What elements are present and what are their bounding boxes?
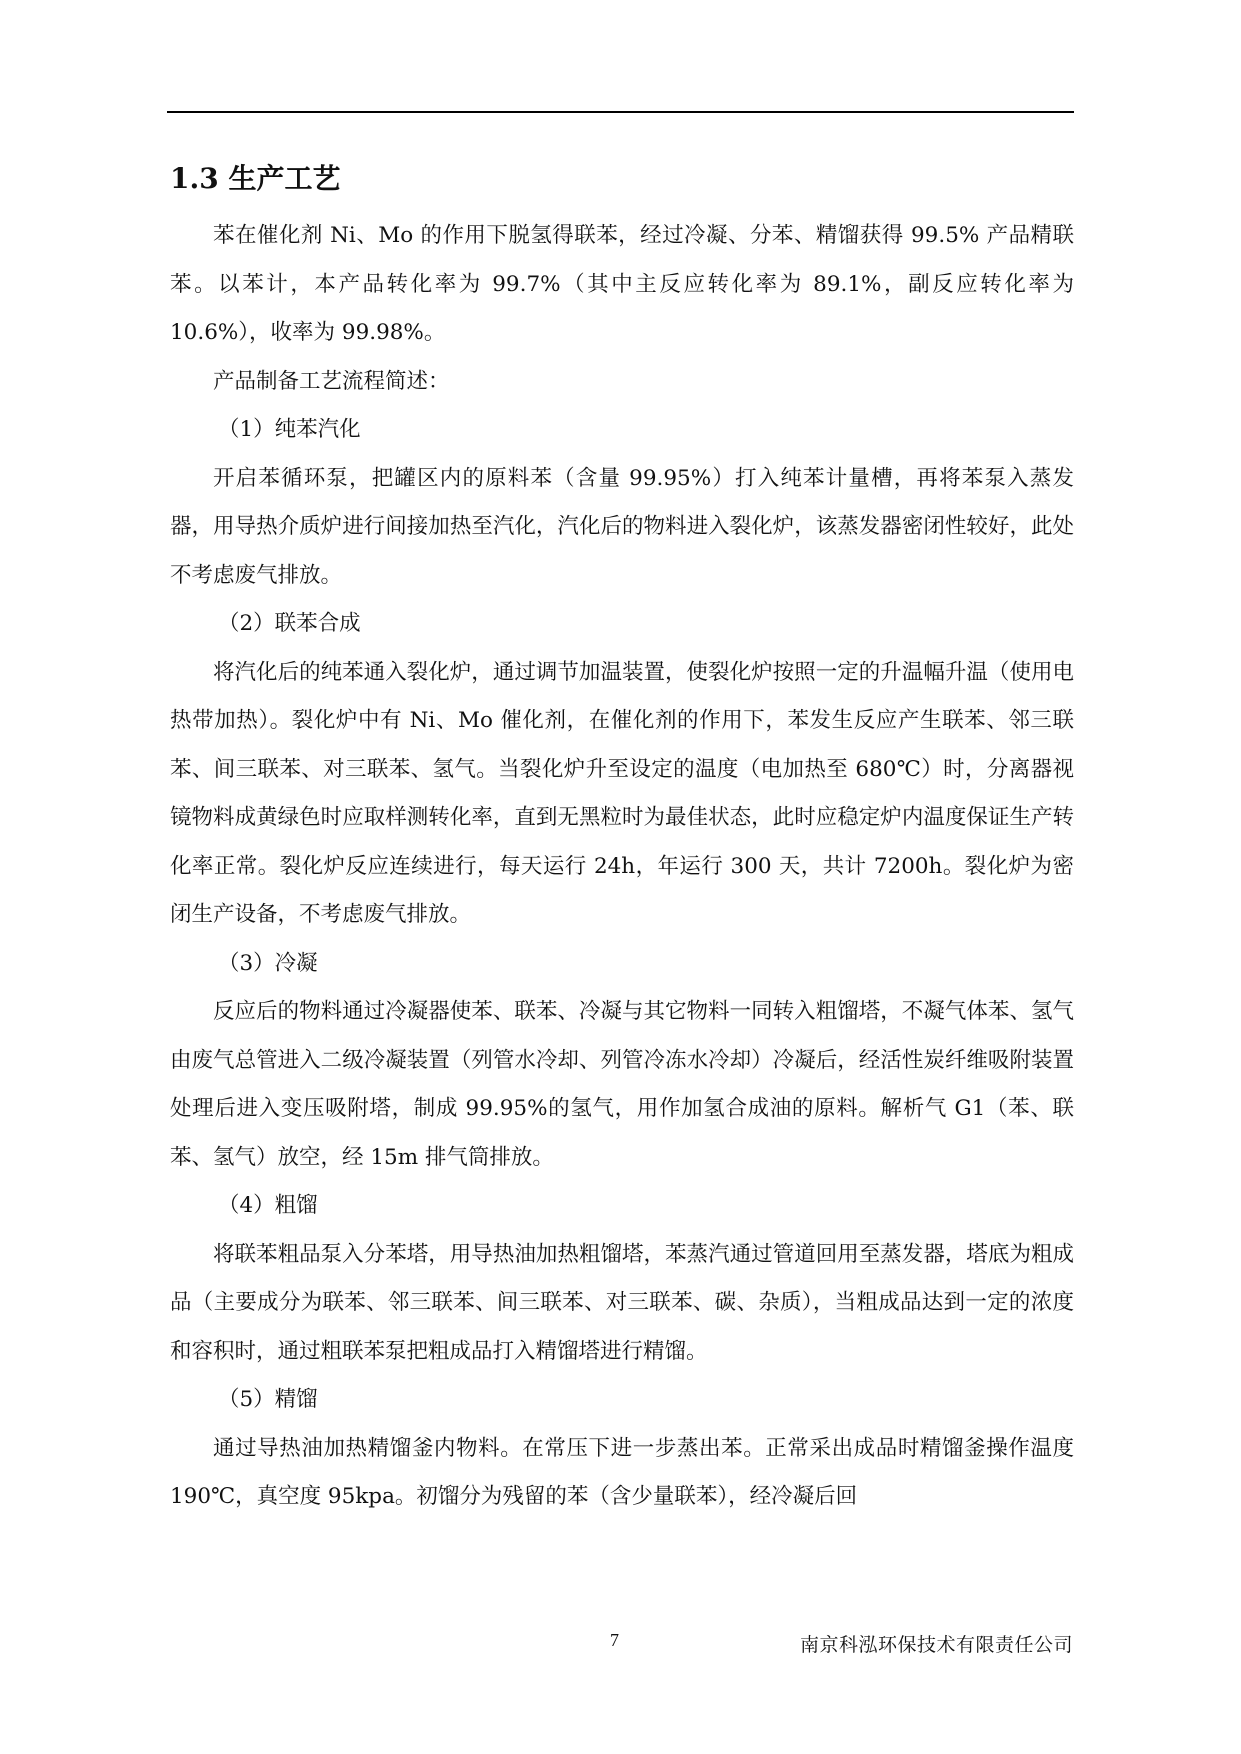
step5-paragraph: 通过导热油加热精馏釜内物料。在常压下进一步蒸出苯。正常采出成品时精馏釜操作温度 190℃，真空度 95kpa。初馏分为残留的苯（含少量联苯），经冷凝后回 xyxy=(170,1435,1074,1509)
step1-paragraph: 开启苯循环泵，把罐区内的原料苯（含量 99.95%）打入纯苯计量槽，再将苯泵入蒸发器，用导热介质炉进行间接加热至汽化，汽化后的物料进入裂化炉，该蒸发器密闭性较好，此处不考虑废气排放。 xyxy=(170,465,1074,588)
page-footer xyxy=(0,1630,1241,1660)
step4-heading: （4）粗馏 xyxy=(218,1193,318,1218)
process-intro-paragraph: 产品制备工艺流程简述： xyxy=(213,368,450,394)
step3-heading: （3）冷凝 xyxy=(218,950,318,976)
step2-heading: （2）联苯合成 xyxy=(218,611,361,636)
intro-paragraph: 苯在催化剂 Ni、Mo 的作用下脱氢得联苯，经过冷凝、分苯、精馏获得 99.5% 产品精联苯。以苯计，本产品转化率为 99.7%（其中主反应转化率为 89.1%，副反应转化率为 10.6%），收率为 99.98%。 xyxy=(170,223,1074,345)
step5-heading: （5）精馏 xyxy=(218,1387,318,1412)
step1-heading: （1）纯苯汽化 xyxy=(218,417,361,442)
page-number: 7 xyxy=(610,1630,619,1650)
step3-paragraph: 反应后的物料通过冷凝器使苯、联苯、冷凝与其它物料一同转入粗馏塔，不凝气体苯、氢气由废气总管进入二级冷凝装置（列管水冷却、列管冷冻水冷却）冷凝后，经活性炭纤维吸附装置处理后进入变压吸附塔，制成 99.95%的氢气，用作加氢合成油的原料。解析气 G1（苯、联苯、氢气）放空，经 15m 排气筒排放。 xyxy=(170,999,1074,1170)
page-content xyxy=(170,150,1074,1522)
header-rule xyxy=(167,111,1074,113)
company-name: 南京科泓环保技术有限责任公司 xyxy=(799,1634,1073,1656)
step2-paragraph: 将汽化后的纯苯通入裂化炉，通过调节加温装置，使裂化炉按照一定的升温幅升温（使用电热带加热）。裂化炉中有 Ni、Mo 催化剂，在催化剂的作用下，苯发生反应产生联苯、邻三联苯、间三联苯、对三联苯、氢气。当裂化炉升至设定的温度（电加热至 680℃）时，分离器视镜物料成黄绿色时应取样测转化率，直到无黑粒时为最佳状态，此时应稳定炉内温度保证生产转化率正常。裂化炉反应连续进行，每天运行 24h，年运行 300 天，共计 7200h。裂化炉为密闭生产设备，不考虑废气排放。 xyxy=(170,659,1074,927)
section-title: 1.3 生产工艺 xyxy=(170,162,341,195)
step4-paragraph: 将联苯粗品泵入分苯塔，用导热油加热粗馏塔，苯蒸汽通过管道回用至蒸发器，塔底为粗成品（主要成分为联苯、邻三联苯、间三联苯、对三联苯、碳、杂质），当粗成品达到一定的浓度和容积时，通过粗联苯泵把粗成品打入精馏塔进行精馏。 xyxy=(170,1241,1074,1364)
